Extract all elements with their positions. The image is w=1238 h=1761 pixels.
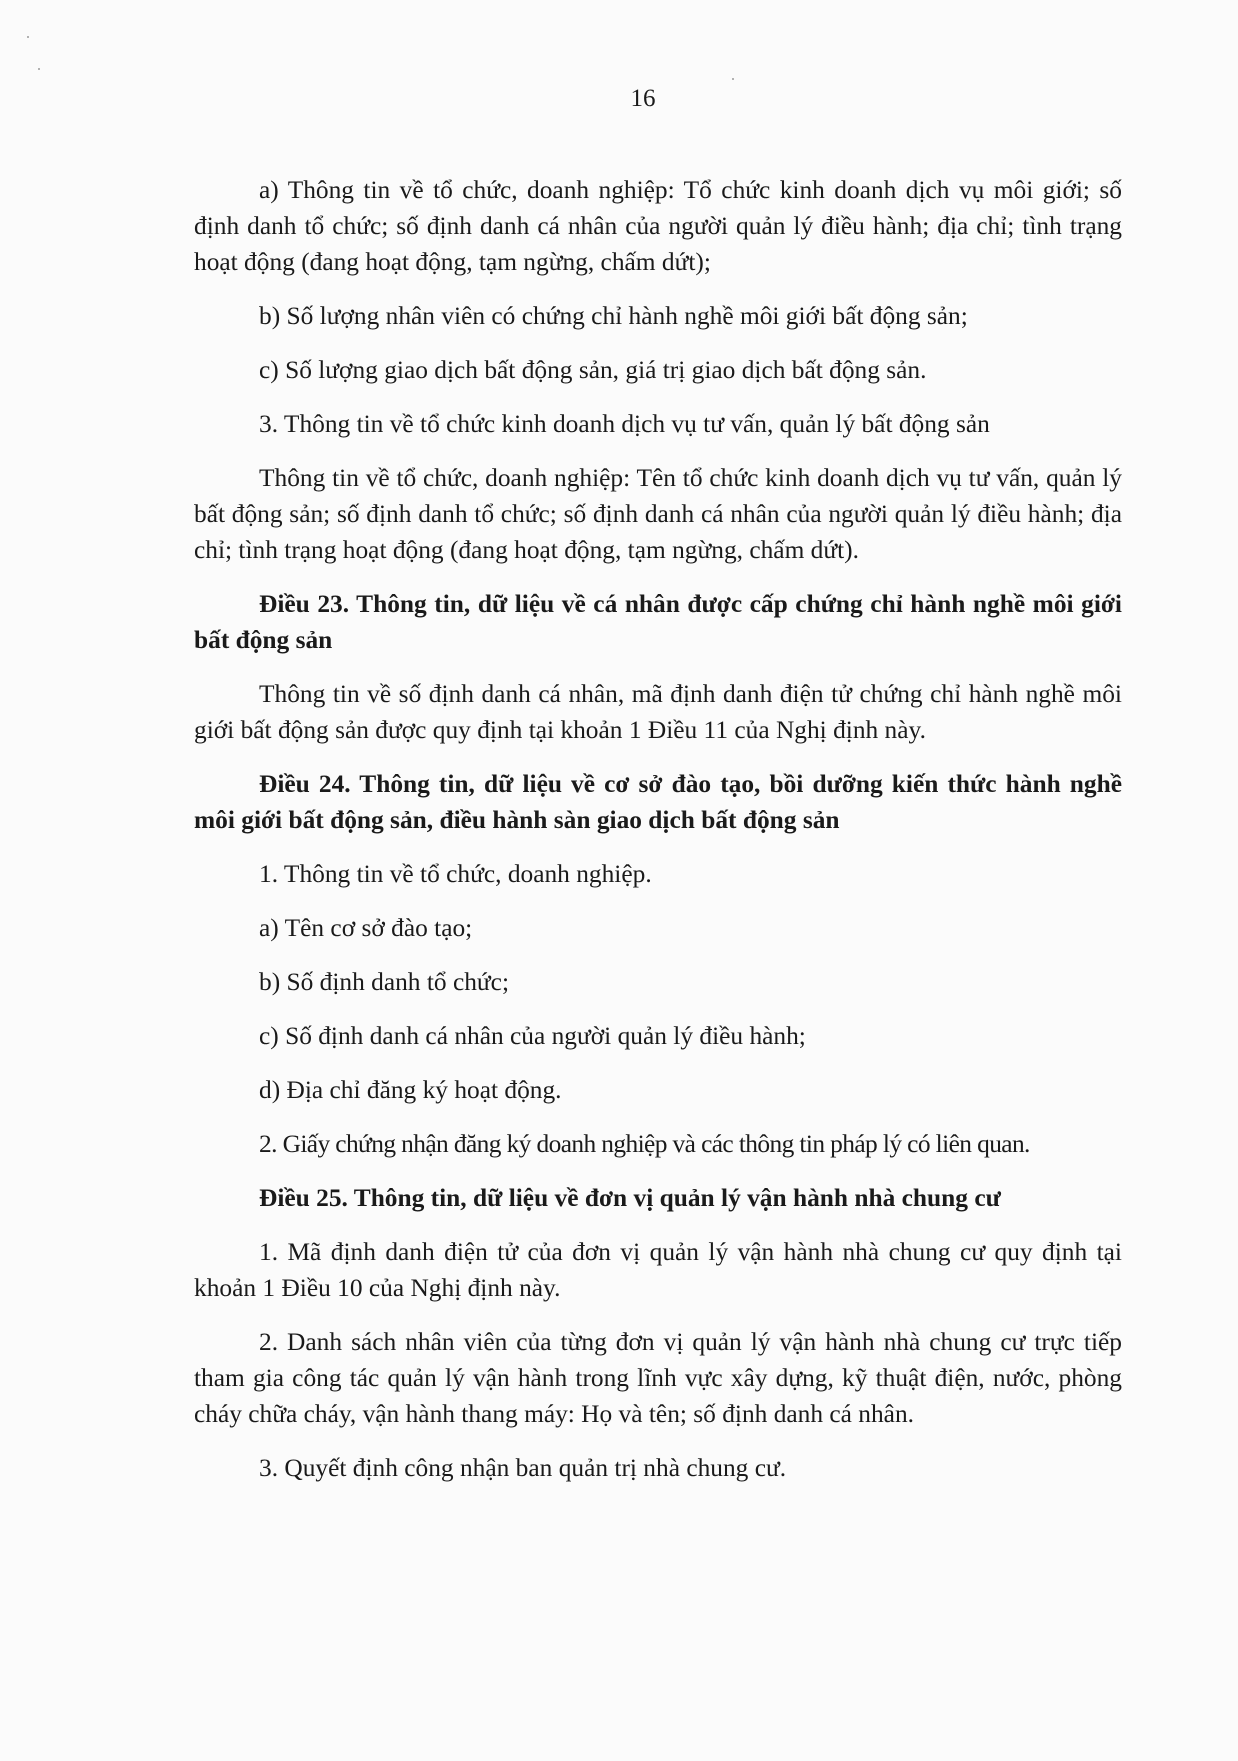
list-item-transaction-count: c) Số lượng giao dịch bất động sản, giá trị giao dịch bất động sản. bbox=[259, 356, 927, 384]
list-item-business-certificate: 2. Giấy chứng nhận đăng ký doanh nghiệp và các thông tin pháp lý có liên quan. bbox=[259, 1130, 1030, 1158]
paragraph-article-25-item-1: 1. Mã định danh điện tử của đơn vị quản lý vận hành nhà chung cư quy định tại khoản 1 Điều 10 của Nghị định này. bbox=[194, 1238, 1122, 1302]
list-item-broker-staff-count: b) Số lượng nhân viên có chứng chỉ hành nghề môi giới bất động sản; bbox=[259, 302, 968, 330]
paragraph-brokerage-org-info: a) Thông tin về tổ chức, doanh nghiệp: Tổ chức kinh doanh dịch vụ môi giới; số định danh tổ chức; số định danh cá nhân của người quản lý điều hành; địa chỉ; tình trạng hoạt động (đang hoạt động, tạm ngừng, chấm dứt); bbox=[194, 176, 1122, 276]
paragraph-article-23: Thông tin về số định danh cá nhân, mã định danh điện tử chứng chỉ hành nghề môi giới bất động sản được quy định tại khoản 1 Điều 11 của Nghị định này. bbox=[194, 680, 1122, 744]
paragraph-article-25-item-2: 2. Danh sách nhân viên của từng đơn vị quản lý vận hành nhà chung cư trực tiếp tham gia công tác quản lý vận hành trong lĩnh vực xây dựng, kỹ thuật điện, nước, phòng cháy chữa cháy, vận hành thang máy: Họ và tên; số định danh cá nhân. bbox=[194, 1328, 1122, 1428]
scan-speck bbox=[38, 68, 40, 70]
scan-speck bbox=[732, 78, 734, 80]
paragraph-consulting-org-info: Thông tin về tổ chức, doanh nghiệp: Tên tổ chức kinh doanh dịch vụ tư vấn, quản lý bất động sản; số định danh tổ chức; số định danh cá nhân của người quản lý điều hành; địa chỉ; tình trạng hoạt động (đang hoạt động, tạm ngừng, chấm dứt). bbox=[194, 464, 1122, 564]
list-item-consulting-org: 3. Thông tin về tổ chức kinh doanh dịch vụ tư vấn, quản lý bất động sản bbox=[259, 410, 990, 438]
list-item-address: d) Địa chỉ đăng ký hoạt động. bbox=[259, 1076, 562, 1104]
article-25-heading: Điều 25. Thông tin, dữ liệu về đơn vị quản lý vận hành nhà chung cư bbox=[259, 1184, 1001, 1212]
list-item-training-name: a) Tên cơ sở đào tạo; bbox=[259, 914, 473, 942]
page-number: 16 bbox=[630, 85, 656, 112]
document-body bbox=[194, 172, 1122, 1504]
article-23-heading: Điều 23. Thông tin, dữ liệu về cá nhân được cấp chứng chỉ hành nghề môi giới bất động sản bbox=[194, 590, 1122, 654]
article-24-heading: Điều 24. Thông tin, dữ liệu về cơ sở đào tạo, bồi dưỡng kiến thức hành nghề môi giới bất động sản, điều hành sàn giao dịch bất động sản bbox=[194, 770, 1122, 834]
scan-speck bbox=[27, 36, 29, 38]
list-item-org-id: b) Số định danh tổ chức; bbox=[259, 968, 510, 996]
list-item-manager-id: c) Số định danh cá nhân của người quản lý điều hành; bbox=[259, 1022, 806, 1050]
list-item-article-25-item-3: 3. Quyết định công nhận ban quản trị nhà chung cư. bbox=[259, 1454, 787, 1482]
list-item-org-info: 1. Thông tin về tổ chức, doanh nghiệp. bbox=[259, 860, 652, 888]
